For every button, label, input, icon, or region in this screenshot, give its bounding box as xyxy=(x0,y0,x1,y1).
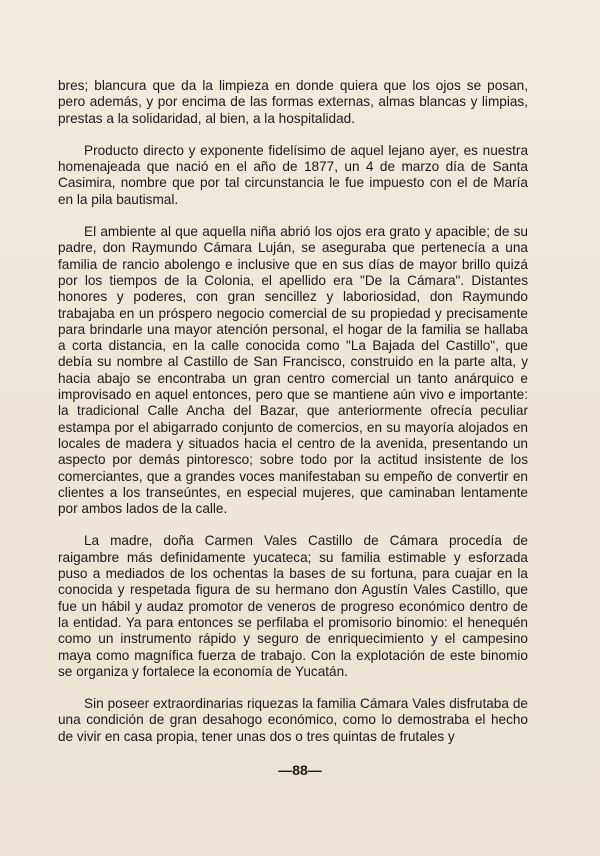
paragraph-father: El ambiente al que aquella niña abrió los ojos era grato y apacible; de su padre, don Raymundo Cámara Luján, se aseguraba que pertenecía a una familia de rancio abolengo e inclusive que en sus días de mayor brillo quizá por los tiempos de la Colonia, el apellido era "De la Cámara". Distantes honores y poderes, con gran sencillez y laboriosidad, don Raymundo trabajaba en un próspero negocio comercial de su propiedad y precisamente para brindarle una mayor atención personal, el hogar de la familia se hallaba a corta distancia, en la calle conocida como "La Bajada del Castillo", que debía su nombre al Castillo de San Francisco, construido en la parte alta, y hacia abajo se encontraba un gran centro comercial un tanto anárquico e improvisado en aquel entonces, pero que se mantiene aún vivo e importante: la tradicional Calle Ancha del Bazar, que anteriormente ofrecía peculiar estampa por el abigarrado conjunto de comercios, en su mayoría alojados en locales de madera y situados hacia el centro de la avenida, presentando un aspecto por demás pintoresco; sobre todo por la actitud insistente de los comerciantes, que a grandes voces manifestaban su empeño de convertir en clientes a los transeúntes, en especial mujeres, que caminaban lentamente por ambos lados de la calle. xyxy=(58,224,528,517)
page-number: —88— xyxy=(278,762,322,778)
paragraph-birth: Producto directo y exponente fidelísimo de aquel lejano ayer, es nuestra homenajeada que nació en el año de 1877, un 4 de marzo día de Santa Casimira, nombre que por tal circunstancia le fue impuesto con el de María en la pila bautismal. xyxy=(58,142,528,207)
paragraph-mother: La madre, doña Carmen Vales Castillo de Cámara procedía de raigambre más definidamente yucateca; su familia estimable y esforzada puso a mediados de los ochentas la bases de su fortuna, para cuajar en la conocida y respetada figura de su hermano don Agustín Vales Castillo, que fue un hábil y audaz promotor de veneros de progreso económico dentro de la entidad. Ya para entonces se perfilaba el promisorio binomio: el henequén como un instrumento rápido y seguro de enriquecimiento y el campesino maya como magnífica fuerza de trabajo. Con la explotación de este binomio se organiza y fortalece la economía de Yucatán. xyxy=(58,533,528,679)
paragraph-continuation: bres; blancura que da la limpieza en donde quiera que los ojos se posan, pero además, y por encima de las formas externas, almas blancas y limpias, prestas a la solidaridad, al bien, a la hospitalidad. xyxy=(58,78,528,126)
paragraph-family-wealth: Sin poseer extraordinarias riquezas la familia Cámara Vales disfrutaba de una condición de gran desahogo económico, como lo demostraba el hecho de vivir en casa propia, tener unas dos o tres quintas de frutales y xyxy=(58,696,528,744)
body-text xyxy=(58,78,528,761)
